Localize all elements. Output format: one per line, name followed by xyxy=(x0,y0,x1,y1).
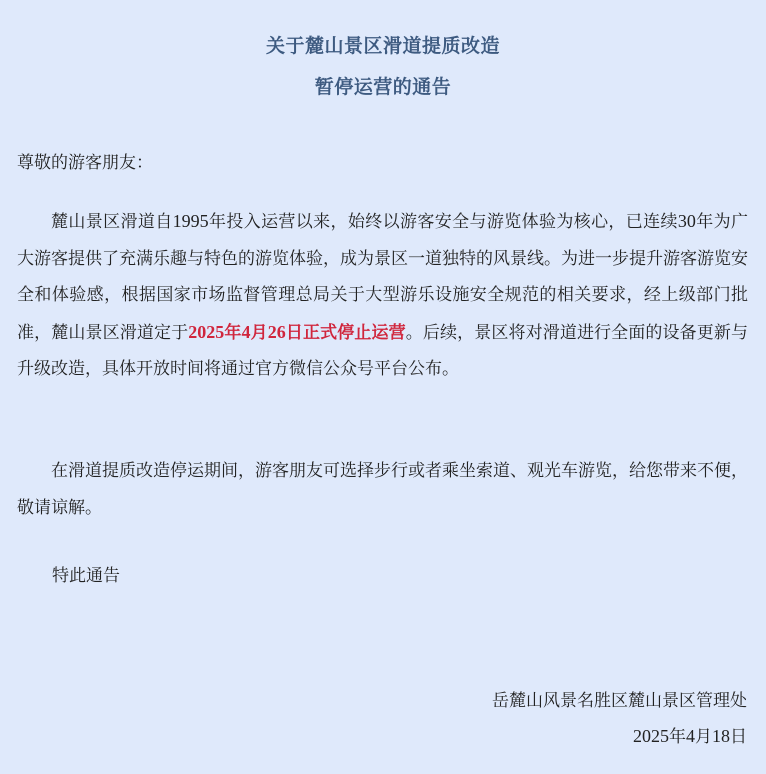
date-month-suffix: 月 xyxy=(695,727,712,747)
issuing-organization: 岳麓山风景名胜区麓山景区管理处 xyxy=(492,691,747,711)
date-month: 4 xyxy=(686,726,695,746)
highlight-month: 4 xyxy=(241,321,251,342)
para1-year-start: 1995 xyxy=(172,211,209,231)
para1-text-4: 。后续，景区将对滑道进行全面的设备更新与升级改造，具体开放时间将通过官方微信公众号平台公布。 xyxy=(17,322,749,379)
highlight-month-suffix: 月 xyxy=(250,322,268,343)
salutation: 尊敬的游客朋友： xyxy=(17,153,153,173)
highlight-day: 26 xyxy=(267,321,286,342)
issue-date xyxy=(633,722,747,747)
closing-text: 特此通告 xyxy=(52,566,120,586)
paragraph-announcement xyxy=(17,203,748,388)
para1-text-3: 年为广大游客提供了充满乐趣与特色的游览体验，成为景区一道独特的风景线。为进一步提升游客游览安全和体验感，根据国家市场监督管理总局关于大型游乐设施安全规范的相关要求，经上级部门批准，麓山景区滑道定于 xyxy=(17,212,749,343)
notice-title-line-1: 关于麓山景区滑道提质改造 xyxy=(265,35,500,57)
highlight-rest: 日正式停止运营 xyxy=(285,322,406,343)
date-year-suffix: 年 xyxy=(669,727,686,747)
para1-text-2: 年投入运营以来，始终以游客安全与游览体验为核心，已连续 xyxy=(208,212,678,232)
paragraph-alternatives: 在滑道提质改造停运期间，游客朋友可选择步行或者乘坐索道、观光车游览，给您带来不便，敬请谅解。 xyxy=(17,461,748,518)
date-year: 2025 xyxy=(633,726,669,746)
para1-text-1: 麓山景区滑道自 xyxy=(51,212,173,232)
notice-title-line-2: 暂停运营的通告 xyxy=(314,76,452,98)
highlight-year: 2025 xyxy=(188,321,225,342)
date-day-suffix: 日 xyxy=(730,727,747,747)
para1-years: 30 xyxy=(677,211,696,231)
date-day: 18 xyxy=(712,726,730,746)
highlight-year-suffix: 年 xyxy=(224,322,242,343)
closure-date-highlight xyxy=(188,323,405,343)
